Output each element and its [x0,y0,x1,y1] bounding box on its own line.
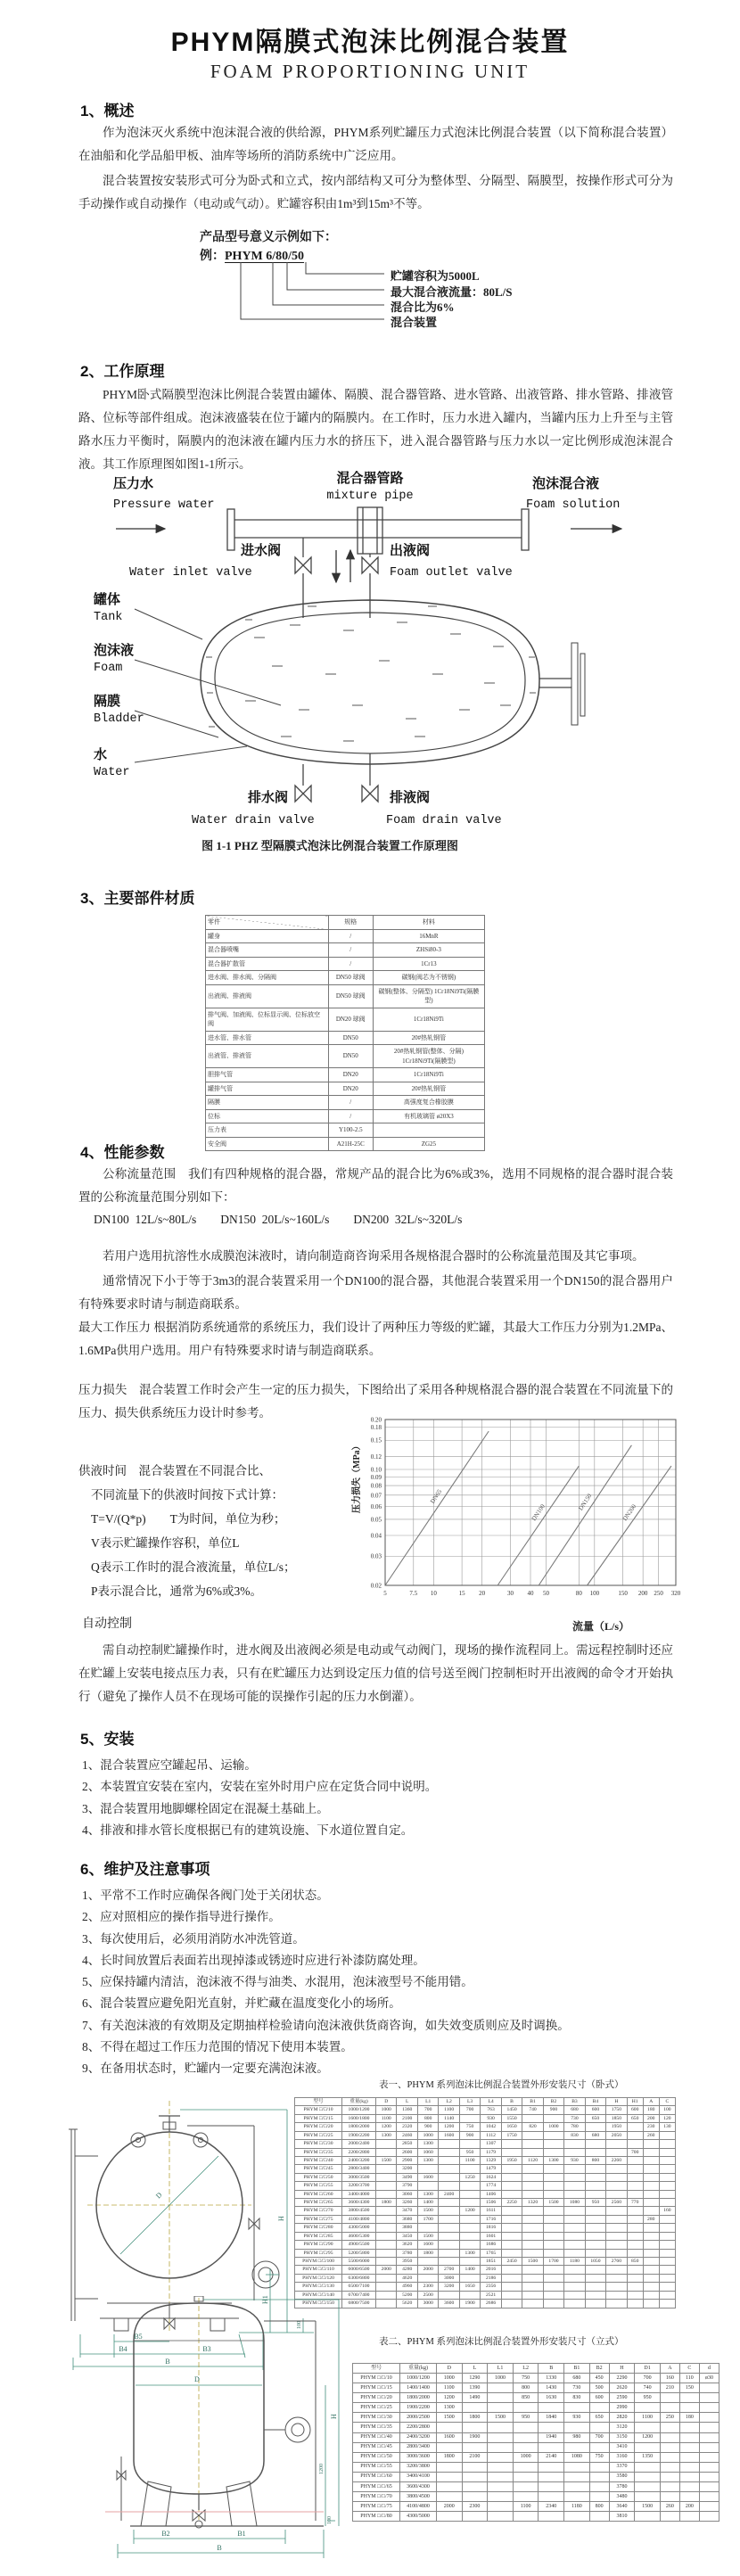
dim-b-label: B [165,2358,170,2366]
x-tick-label: 40 [527,1590,534,1597]
maintenance-list [82,1885,670,2080]
table-row: 胆排气管 DN20 1Cr18Ni9Ti [206,1068,485,1082]
model-label-ratio: 混合比为6% [391,300,455,314]
page-subtitle: FOAM PROPORTIONING UNIT [210,61,530,82]
table-row: PHYM □/□/140 6700/7400 5200 2500 2521 [295,2291,676,2299]
y-tick-label: 0.18 [370,1424,382,1432]
model-example: 例：PHYM 6/80/50 [200,250,305,263]
list-item: 2、本装置宜安装在室内，安装在室外时用户应在定货合同中说明。 [82,1780,438,1794]
leader-lines [135,609,281,762]
foam-outlet-valve-label-cn: 出液阀 [390,544,431,558]
dim-d-label: D [154,2190,164,2201]
model-label-unit: 混合装置 [391,316,438,329]
list-item: T=V/(Q*p) T为时间，单位为秒； [91,1512,286,1526]
list-item: Q表示工作时的混合液流量，单位L/s； [91,1560,296,1574]
series-line [539,1445,631,1585]
table-row: 出液阀、排液阀 DN50 球阀 碳钢(整体、分隔型) 1Cr18Ni9Ti(隔膜型) [206,984,485,1008]
model-label-flow: 最大混合液流量：80L/S [391,285,513,299]
x-tick-label: 30 [506,1590,514,1597]
list-item: 供液时间 混合装置在不同混合比、 [78,1464,271,1477]
dim-b3-label: B3 [202,2345,211,2353]
column-header: L [397,2098,417,2106]
table-row: PHYM □/□/15 1400/1400 1100 1390 800 1430 730 500 2620 740 210 150 [353,2383,719,2393]
pressure-water-label-cn: 压力水 [113,477,154,491]
afff-note-para: 若用户选用抗溶性水成膜泡沫液时，请向制造商咨询采用各规格混合器时的公称流量范围及其它事项。 [103,1249,645,1263]
y-axis-title: 压力损失（MPa） [352,1441,362,1513]
y-tick-label: 0.15 [370,1436,382,1444]
series-line [497,1466,579,1585]
x-axis-title: 流量（L/s） [572,1620,630,1633]
column-header: H [606,2098,627,2106]
table-row: 出液管、排液管 DN50 20#热轧钢管(整体、分隔) 1Cr18Ni9Ti(隔膜型) [206,1045,485,1068]
table-row: PHYM □/□/15 1600/1800 1100 2100 800 1140 930 1550 730 650 1850 650 200 120 [295,2114,676,2122]
install-list [82,1755,670,1841]
section-install-heading: 5、安装 [80,1731,135,1748]
dim-h1-label: H1 [261,2295,269,2304]
column-header: 型号 [353,2364,400,2374]
list-item: 6、混合装置应避免阳光直射，并贮藏在温度变化小的场所。 [82,1996,401,2011]
header-row [206,916,485,930]
list-item: 8、不得在超过工作压力范围的情况下使用本装置。 [82,2040,353,2054]
table-row: PHYM □/□/50 3000/3600 1800 2100 1000 2140 1080 750 3160 1350 [353,2452,719,2462]
pressure-water-label-en: Pressure water [113,498,215,512]
section-maintenance-heading: 6、维护及注意事项 [80,1861,210,1878]
x-tick-label: 7.5 [409,1590,418,1597]
column-header: B3 [564,2098,585,2106]
list-item: 4、排液和排水管长度根据已有的建筑设施、下水道位置自定。 [82,1823,414,1837]
y-tick-label: 0.04 [370,1532,382,1540]
series-label: DN65 [429,1488,444,1505]
y-tick-label: 0.12 [370,1453,382,1461]
list-item: 9、在备用状态时，贮罐内一定要充满泡沫液。 [82,2062,329,2076]
column-header: d [699,2364,719,2374]
list-item: 7、有关泡沫液的有效期及定期抽样检验请向泡沫液供货商咨询，如失效变质则应及时调换。 [82,2018,570,2032]
model-meaning-intro: 产品型号意义示例如下： [200,231,337,244]
foam-outlet-valve-label-en: Foam outlet valve [390,566,513,580]
column-header: L2 [439,2098,459,2106]
table-row: 罐排气管 DN20 20#热轧钢管 [206,1082,485,1096]
table-row: 混合器扩散管 / 1Cr13 [206,957,485,971]
list-item: P表示混合比，通常为6%或3%。 [91,1584,262,1598]
page-title: PHYM隔膜式泡沫比例混合装置 [170,28,570,57]
table-row: PHYM □/□/80 4300/5000 3880 1816 [295,2224,676,2232]
table-row: PHYM □/□/45 2800/3400 3410 [353,2442,719,2452]
column-header: D [376,2098,397,2106]
dimension-lines [118,2300,339,2558]
series-label: DN200 [621,1502,638,1523]
table-row: PHYM □/□/25 1900/2200 1300 2990 [353,2403,719,2413]
x-tick-label: 100 [589,1590,600,1597]
dim-b-label: B [217,2544,222,2552]
x-tick-label: 250 [654,1590,663,1597]
table-row: 混合器喷嘴 / ZHSi80-3 [206,943,485,958]
tank-outline [117,2296,324,2528]
column-header: L2 [513,2364,539,2374]
list-item: 3、每次使用后，必须用消防水冲洗管道。 [82,1931,305,1946]
table-row: PHYM □/□/65 3600/4300 3780 [353,2481,719,2491]
table-row: PHYM □/□/90 4900/5500 3620 1600 1686 [295,2241,676,2249]
table-row: PHYM □/□/85 4600/5300 3450 1500 1601 [295,2232,676,2240]
table-row: PHYM □/□/75 4100/4800 2000 2300 1100 2340 1180 800 3640 1500 260 200 [353,2502,719,2512]
model-label-volume: 贮罐容积为5000L [391,269,480,283]
table-row: 隔膜 / 高强度复合橡胶膜 [206,1096,485,1110]
table-row: PHYM □/□/150 6800/7500 5620 3000 3600 1900 2686 [295,2300,676,2308]
column-header: 规格 [328,916,373,930]
table2-caption: 表二、PHYM 系列泡沫比例混合装置外形安装尺寸（立式） [379,2337,624,2347]
table-row: PHYM □/□/10 1000/1200 1000 1290 1000 750 1330 680 450 2290 700 160 110 ø30 [353,2374,719,2383]
water-inlet-valve-label-en: Water inlet valve [129,566,252,580]
column-header: 重量(kg) [400,2364,437,2374]
pressure-loss-chart [349,1411,681,1635]
working-principle-diagram [76,468,664,829]
table-row: 压力表 Y100-2.5 [206,1123,485,1138]
table-row: PHYM □/□/70 3800/4500 3480 [353,2492,719,2502]
series-label: DN100 [530,1502,547,1523]
column-header: 重量(kg) [342,2098,376,2106]
table-row: PHYM □/□/110 6000/6500 2000 4280 2000 2700 1400 2016 [295,2266,676,2274]
table-row: 进水管、排水管 DN50 20#热轧钢管 [206,1031,485,1045]
y-tick-label: 0.05 [370,1516,382,1524]
dim-100-label: 100 [327,2516,333,2524]
dimension-labels [161,2375,338,2552]
x-tick-label: 50 [542,1590,549,1597]
table-row: PHYM □/□/100 5500/6000 3950 1851 2450 1500 1700 1180 1050 2760 850 [295,2258,676,2266]
dim-h-label: H [277,2216,285,2221]
table-row: PHYM □/□/80 4300/5000 3810 [353,2512,719,2522]
section-principle-heading: 2、工作原理 [80,363,165,380]
supply-time-block [78,1459,355,1603]
x-tick-label: 320 [670,1590,681,1597]
list-item: 2、应对照相应的操作指导进行操作。 [82,1910,281,1924]
list-item: 不同流量下的供液时间按下式计算： [91,1488,284,1502]
foam-solution-label-en: Foam solution [526,498,621,512]
column-header: 零件 [206,916,329,930]
dim-1200-label: 1200 [319,2464,325,2474]
table-row: PHYM □/□/35 2200/2800 2600 1060 950 1179 700 [295,2148,676,2156]
y-tick-label: 0.02 [370,1582,382,1590]
table-row: PHYM □/□/25 1900/2200 1300 2460 1000 1600 900 1112 1750 830 680 2050 260 [295,2131,676,2139]
series-label: DN150 [577,1492,594,1512]
list-item: 3、混合装置用地脚螺栓固定在混凝土基础上。 [82,1801,329,1815]
x-tick-label: 10 [430,1590,437,1597]
header-row [295,2098,676,2106]
tank-label-cn: 罐体 [94,593,121,607]
auto-control-para: 需自动控制贮罐操作时，进水阀及出液阀必须是电动或气动阀门，现场的操作流程同上。需远程控制时还应在贮罐上安装电接点压力表，只有在贮罐压力达到设定压力值的信号送至阀门控制柜时开出液阀的命令才开始执行（避免了操作人员不在现场可能的误操作引起的压力水倒灌）。 [78,1643,673,1703]
column-header: C [659,2098,675,2106]
table-row: PHYM □/□/75 4100/4800 3680 1700 1716 280 [295,2215,676,2223]
y-tick-label: 0.20 [370,1416,382,1424]
column-header: H [609,2364,635,2374]
y-tick-label: 0.03 [370,1552,382,1560]
mixture-pipe-label-en: mixture pipe [326,490,414,503]
list-item: 4、长时间放置后表面若出现掉漆或锈迹时应进行补漆防腐处理。 [82,1953,425,1967]
table-row: PHYM □/□/10 1000/1200 1000 1360 700 1100 700 763 1450 740 900 680 600 1750 600 180 100 [295,2106,676,2114]
dim-b2-label: B2 [161,2530,170,2538]
vertical-tank-drawing [52,2296,346,2564]
water-label-en: Water [94,766,130,779]
principle-para: PHYM卧式隔膜型泡沫比例混合装置由罐体、隔膜、混合器管路、进水管路、出液管路、排水管路、排液管路、位标等部件组成。泡沫液盛装在位于罐内的隔膜内。在工作时，压力水进入罐内，当罐内压力上升至与主管路水压力平衡时，隔膜内的泡沫液在罐内压力水的挤压下，进入混合器管路与压力水以一定比例形成泡沫混合液。其工作原理图如图1-1所示。 [78,388,673,471]
table-row: PHYM □/□/40 2400/3200 1600 1900 1940 980 700 3150 1200 [353,2432,719,2442]
table-row: PHYM □/□/30 2000/2500 1500 1800 1500 950 1840 930 650 2820 1100 250 180 [353,2413,719,2423]
column-header: B [501,2098,522,2106]
table-row: PHYM □/□/55 3200/3800 3370 [353,2462,719,2472]
x-tick-label: 20 [479,1590,486,1597]
materials-table [205,915,485,1151]
auto-control-heading: 自动控制 [82,1617,132,1631]
table-row: PHYM □/□/130 6500/7100 4960 2300 3200 1650 2356 [295,2283,676,2291]
column-header: C [679,2364,699,2374]
column-header: 型号 [295,2098,342,2106]
column-header: H1 [627,2098,643,2106]
table-row: PHYM □/□/70 3800/4500 3470 1500 1200 1611 160 [295,2207,676,2215]
vertical-dimensions-table [352,2363,719,2522]
table-row: PHYM □/□/20 1800/2000 1200 2320 900 1200 750 1042 1650 820 1000 780 1950 230 130 [295,2123,676,2131]
y-tick-label: 0.08 [370,1482,382,1490]
table-row: PHYM □/□/20 1800/2000 1200 1490 850 1630 830 600 2590 950 [353,2393,719,2403]
model-connector-lines [210,262,388,326]
table-row: PHYM □/□/120 6300/6800 4620 3000 2186 [295,2274,676,2282]
water-drain-valve-label-en: Water drain valve [192,814,315,827]
foam-solution-label-cn: 泡沫混合液 [532,477,600,491]
column-header: A [643,2098,659,2106]
table-row: PHYM □/□/60 3400/4000 3060 1300 2400 1406 [295,2190,676,2198]
table-row: PHYM □/□/60 3400/4100 3580 [353,2472,719,2481]
y-tick-label: 0.09 [370,1474,382,1482]
section-materials-heading: 3、主要部件材质 [80,890,195,907]
column-header: B2 [543,2098,563,2106]
table-row: PHYM □/□/40 2400/3200 1500 2900 1300 1100 1329 1950 1120 1300 930 800 2260 [295,2156,676,2164]
y-tick-label: 0.06 [370,1502,382,1510]
table-row: 位标 / 有机玻璃管 ø20X3 [206,1109,485,1123]
list-item: V表示贮罐操作容积，单位L [91,1536,240,1550]
water-label-cn: 水 [94,748,108,762]
dim-d-label: D [194,2375,200,2383]
table-row: PHYM □/□/65 3600/4300 1800 3260 1400 1506 2250 1320 1500 1080 950 2560 770 [295,2199,676,2207]
list-item: 1、混合装置应空罐起吊、运输。 [82,1758,257,1772]
foam-drain-valve-label-cn: 排液阀 [390,791,431,805]
x-tick-label: 150 [618,1590,628,1597]
column-header: D1 [635,2364,661,2374]
column-header: L [462,2364,488,2374]
table-row: PHYM □/□/50 3000/3500 3490 1600 1250 1624 [295,2173,676,2181]
table-row: PHYM □/□/45 2800/3400 3200 1479 [295,2165,676,2173]
column-header: B2 [589,2364,609,2374]
table-row: PHYM □/□/35 2200/2800 3120 [353,2423,719,2432]
tank-body [201,600,585,764]
column-header: B [539,2364,564,2374]
column-header: B4 [585,2098,605,2106]
column-header: 材料 [373,916,484,930]
bladder-label-en: Bladder [94,712,144,726]
x-tick-label: 200 [637,1590,648,1597]
section-overview-heading: 1、概述 [80,103,135,119]
foam-label-en: Foam [94,662,123,675]
table-row: PHYM □/□/30 2000/2400 2850 1300 1307 [295,2140,676,2148]
foam-drain-valve-label-en: Foam drain valve [386,814,502,827]
proportioner-selection-para: 通常情况下小于等于3m3的混合装置采用一个DN100的混合器，其他混合装置采用一个DN150的混合器用户有特殊要求时请与制造商联系。 [78,1274,673,1311]
column-header: L1 [417,2098,438,2106]
column-header: A [660,2364,679,2374]
list-item: 5、应保持罐内清洁，泡沫液不得与油类、水混用，泡沫液型号不能用错。 [82,1975,473,1989]
pipe-assembly [227,507,529,618]
series-line [385,1431,489,1585]
list-item: 1、平常不工作时应确保各阀门处于关闭状态。 [82,1889,329,1902]
column-header: B1 [522,2098,543,2106]
column-header: B1 [564,2364,590,2374]
x-tick-label: 15 [458,1590,465,1597]
water-drain-valve-label-cn: 排水阀 [247,791,288,805]
table-row: PHYM □/□/95 5200/5800 3780 1800 1300 1765 [295,2249,676,2257]
dim-h-label: H [330,2414,338,2419]
y-tick-label: 0.07 [370,1492,382,1500]
dim-b1-label: B1 [237,2530,246,2538]
overview-para-1: 作为泡沫灭火系统中泡沫混合液的供给源，PHYM系列贮罐压力式泡沫比例混合装置（以下简称混合装置）在油船和化学品船甲板、油库等场所的消防系统中广泛应用。 [78,126,673,162]
table-row: 排气阀、加液阀、位标显示阀、位标放空阀 DN20 球阀 1Cr18Ni9Ti [206,1008,485,1031]
diagram-labels [94,470,620,827]
pressure-loss-para: 压力损失 混合装置工作时会产生一定的压力损失，下图给出了采用各种规格混合器的混合装置在不同流量下的压力、损失供系统压力设计时参考。 [78,1383,673,1420]
flow-range-values: DN100 12L/s~80L/s DN150 20L/s~160L/s DN200 32L/s~320L/s [94,1213,463,1226]
table-row: PHYM □/□/55 3200/3700 3790 1774 [295,2182,676,2190]
bladder-label-cn: 隔膜 [94,695,121,709]
table-row: 安全阀 A21H-25C ZG25 [206,1137,485,1151]
column-header: L3 [459,2098,480,2106]
y-tick-label: 0.10 [370,1466,382,1474]
section-performance-heading: 4、性能参数 [80,1144,165,1161]
dim-100-label: 100 [297,2321,302,2329]
column-header: L1 [488,2364,514,2374]
table-row: 进水阀、排水阀、分隔阀 DN50 球阀 碳钢(阀芯为不锈钢) [206,971,485,985]
table-row: 罐身 / 16MnR [206,929,485,943]
foam-label-cn: 泡沫液 [94,644,135,658]
mixture-pipe-label-cn: 混合器管路 [336,472,404,486]
water-inlet-valve-label-cn: 进水阀 [240,544,281,558]
x-tick-label: 5 [383,1590,387,1597]
column-header: L4 [481,2098,501,2106]
figure-caption: 图 1-1 PHZ 型隔膜式泡沫比例混合装置工作原理图 [201,839,458,852]
max-pressure-para: 最大工作压力 根据消防系统通常的系统压力，我们设计了两种压力等级的贮罐，其最大工作压力分别为1.2MPa、1.6MPa供用户选用。用户有特殊要求时请与制造商联系。 [78,1321,673,1357]
dim-b4-label: B4 [119,2345,127,2353]
x-tick-label: 80 [575,1590,582,1597]
tank-label-en: Tank [94,611,123,624]
header-row [353,2364,719,2374]
dim-b5-label: B5 [134,2333,143,2341]
table1-caption: 表一、PHYM 系列泡沫比例混合装置外形安装尺寸（卧式） [379,2080,624,2090]
overview-para-2: 混合装置按安装形式可分为卧式和立式，按内部结构又可分为整体型、分隔型、隔膜型，按操作形式可分为手动操作或自动操作（电动或气动）。贮罐容积由1m³到15m³不等。 [78,174,673,210]
column-header: D [437,2364,463,2374]
horizontal-dimensions-table [294,2097,676,2309]
flow-range-para: 公称流量范围 我们有四种规格的混合器，常规产品的混合比为6%或3%，选用不同规格的混合器时混合装置的公称流量范围分别如下： [78,1167,673,1204]
